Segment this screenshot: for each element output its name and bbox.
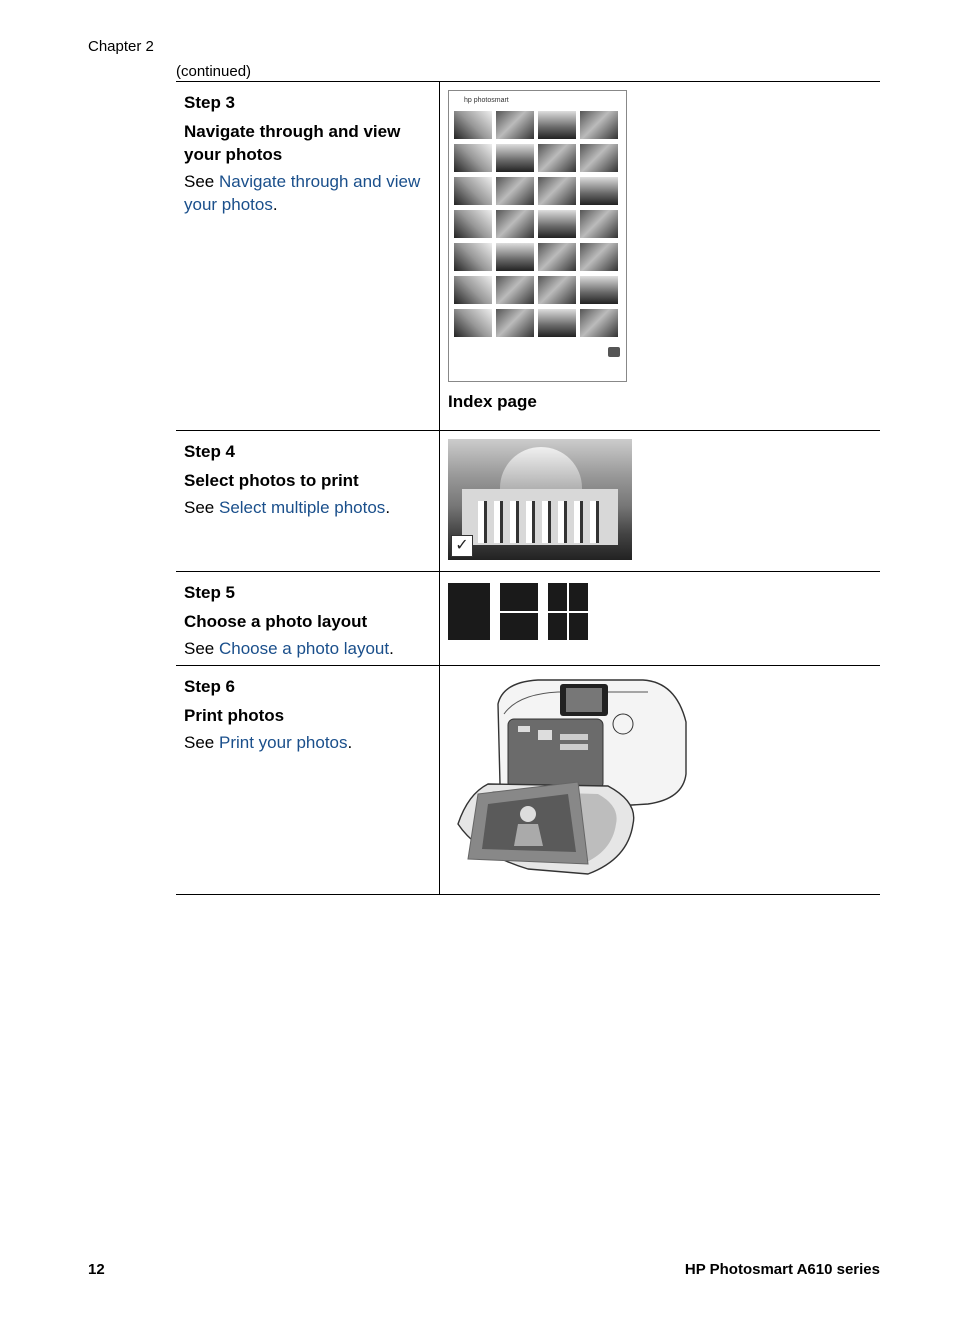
thumbnail	[538, 111, 576, 139]
thumbnail	[580, 243, 618, 271]
navigate-photos-link[interactable]: Navigate through and view your photos	[184, 172, 421, 214]
thumbnail	[454, 309, 492, 337]
image-caption: Index page	[448, 392, 537, 411]
step-title: Print photos	[184, 706, 285, 725]
photo-layout-link[interactable]: Choose a photo layout	[218, 639, 390, 658]
thumbnail	[538, 144, 576, 172]
printed-photo-icon	[468, 782, 588, 864]
product-title: HP Photosmart A610 series	[684, 1261, 880, 1278]
four-up-layout-icon	[548, 583, 588, 640]
thumbnail	[580, 309, 618, 337]
column-shape	[494, 501, 503, 543]
step-label: Step 4	[184, 442, 236, 461]
thumbnail	[580, 276, 618, 304]
step-text-cell	[176, 82, 440, 430]
thumbnail	[496, 177, 534, 205]
thumbnail	[454, 210, 492, 238]
thumbnail	[538, 243, 576, 271]
dome-shape	[500, 447, 582, 493]
step-title: Select photos to print	[184, 471, 359, 490]
thumbnail	[454, 111, 492, 139]
column-shape	[478, 501, 487, 543]
thumbnail	[496, 276, 534, 304]
thumbnail	[496, 144, 534, 172]
thumbnail	[580, 144, 618, 172]
step-row-4	[176, 431, 880, 572]
index-page-image	[448, 90, 627, 382]
step-reference: See Print your photos.	[184, 733, 353, 752]
step-reference: See Navigate through and view your photos.	[184, 172, 421, 214]
printer-illustration	[448, 674, 688, 884]
thumbnail	[496, 111, 534, 139]
thumbnail	[580, 111, 618, 139]
step-image-cell	[440, 666, 880, 894]
thumbnail	[454, 144, 492, 172]
step-title: Navigate through and view your photos	[184, 122, 401, 164]
page-number: 12	[88, 1261, 105, 1278]
thumbnail	[538, 309, 576, 337]
step-row-3	[176, 82, 880, 431]
thumbnail	[496, 210, 534, 238]
step-label: Step 3	[184, 93, 236, 112]
column-shape	[574, 501, 583, 543]
thumbnail	[580, 210, 618, 238]
column-shape	[590, 501, 599, 543]
column-shape	[510, 501, 519, 543]
step-title: Choose a photo layout	[184, 612, 368, 631]
step-label: Step 6	[184, 677, 236, 696]
one-up-layout-icon	[448, 583, 490, 640]
thumbnail	[454, 276, 492, 304]
step-reference: See Select multiple photos.	[184, 498, 391, 517]
column-shape	[542, 501, 551, 543]
step-row-5	[176, 572, 880, 666]
thumbnail	[538, 177, 576, 205]
steps-table	[176, 81, 880, 895]
select-photos-link[interactable]: Select multiple photos	[218, 498, 386, 517]
step-reference: See Choose a photo layout.	[184, 639, 394, 658]
step-image-cell	[440, 572, 880, 665]
step-image-cell	[440, 82, 880, 430]
thumbnail	[538, 276, 576, 304]
chapter-label: Chapter 2	[88, 38, 154, 55]
index-thumbnails	[454, 111, 618, 337]
index-brand-text: hp photosmart	[464, 97, 509, 104]
thumbnail	[580, 177, 618, 205]
hp-logo-icon	[608, 347, 620, 357]
step-text-cell	[176, 431, 440, 571]
thumbnail	[496, 243, 534, 271]
print-photos-link[interactable]: Print your photos	[218, 733, 348, 752]
step-row-6	[176, 666, 880, 895]
continued-label: (continued)	[176, 63, 252, 80]
column-shape	[558, 501, 567, 543]
thumbnail	[496, 309, 534, 337]
layout-options	[448, 583, 872, 640]
two-up-layout-icon	[500, 583, 538, 640]
thumbnail	[454, 177, 492, 205]
thumbnail	[538, 210, 576, 238]
thumbnail	[454, 243, 492, 271]
column-shape	[526, 501, 535, 543]
step-label: Step 5	[184, 583, 236, 602]
step-image-cell	[440, 431, 880, 571]
building-photo	[448, 439, 632, 560]
checkmark-icon: ✓	[451, 535, 473, 557]
step-text-cell	[176, 666, 440, 894]
step-text-cell	[176, 572, 440, 665]
